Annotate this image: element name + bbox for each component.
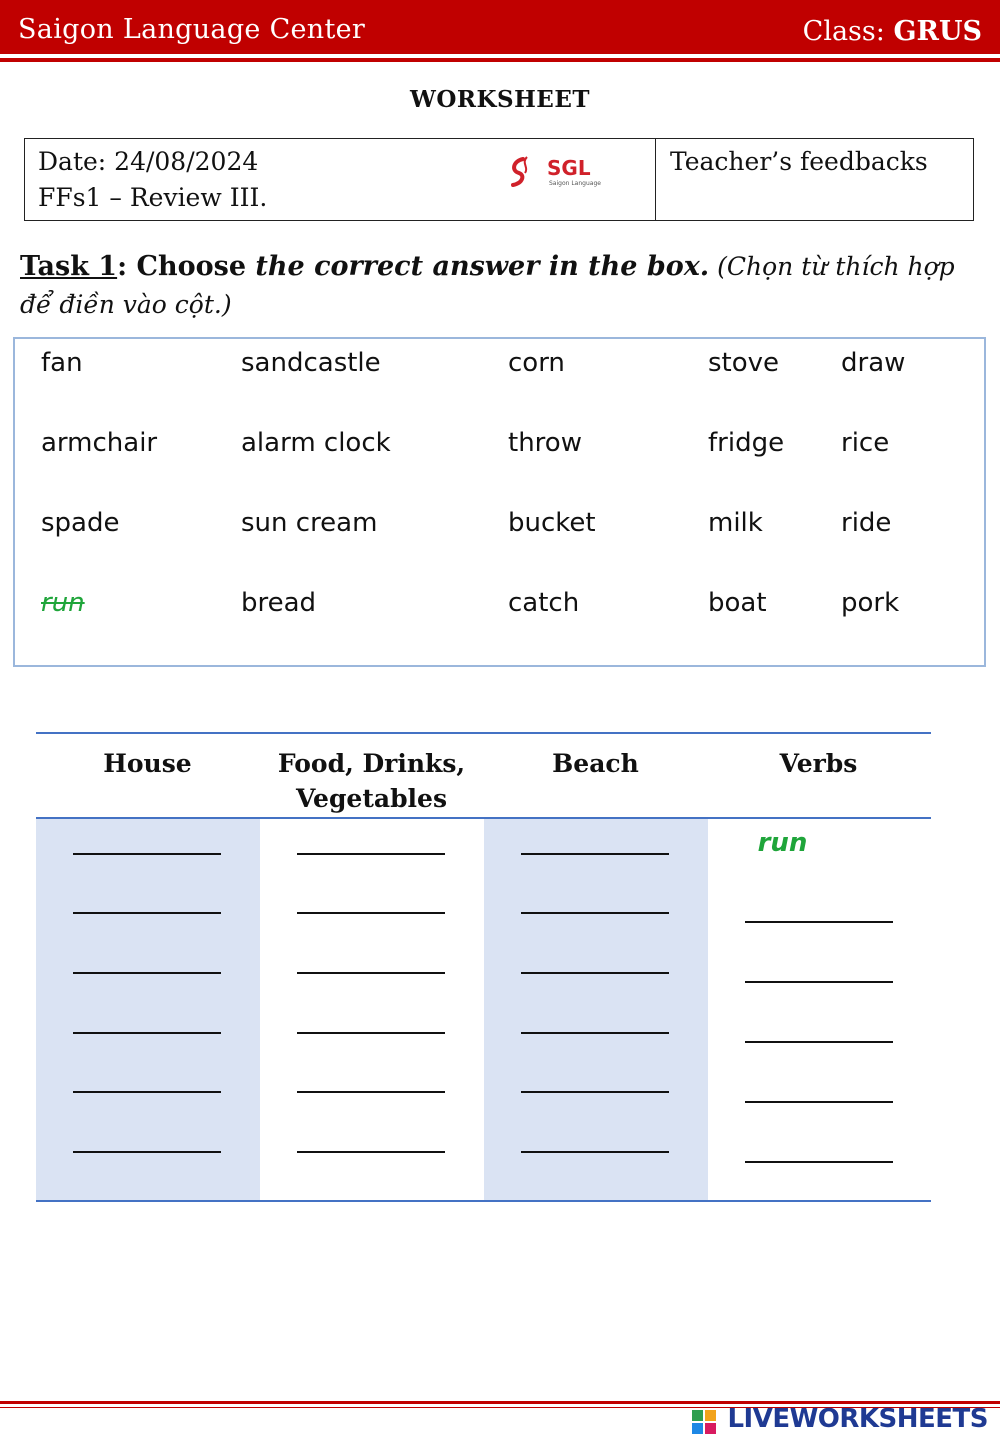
word-bank-item[interactable]: armchair <box>41 428 158 458</box>
word-bank-item[interactable]: boat <box>708 588 767 618</box>
task-number: Task 1 <box>20 251 118 282</box>
word-bank-item[interactable]: fan <box>41 348 83 378</box>
word-bank-item[interactable]: alarm clock <box>241 428 391 458</box>
liveworksheets-brand: LIVEWORKSHEETS <box>727 1404 988 1434</box>
liveworksheets-logo-icon <box>691 1409 717 1435</box>
answer-blank[interactable] <box>297 853 445 855</box>
word-bank-item[interactable]: rice <box>841 428 890 458</box>
word-bank-item[interactable]: ride <box>841 508 892 538</box>
word-bank-item[interactable]: pork <box>841 588 900 618</box>
task-vietnamese: (Chọn từ thích hợp để điền vào cột.) <box>20 252 955 319</box>
word-bank-item[interactable]: spade <box>41 508 120 538</box>
answer-blank[interactable] <box>521 1032 669 1034</box>
word-bank-item[interactable]: draw <box>841 348 906 378</box>
task-instruction: Choose <box>136 251 256 282</box>
logo-subtext: Saigon Language <box>549 180 601 187</box>
answer-blank[interactable] <box>73 1151 221 1153</box>
answer-blank[interactable] <box>745 921 893 923</box>
word-bank-item[interactable]: fridge <box>708 428 785 458</box>
answer-blank[interactable] <box>297 1032 445 1034</box>
class-prefix: Class: <box>802 16 894 47</box>
answer-blank[interactable] <box>73 1091 221 1093</box>
header-rule <box>0 58 1000 62</box>
answer-blank[interactable] <box>297 1151 445 1153</box>
class-label <box>803 16 982 47</box>
task-heading <box>20 248 980 324</box>
word-bank-item[interactable]: throw <box>508 428 582 458</box>
answer-blank[interactable] <box>521 1151 669 1153</box>
word-bank-item[interactable]: bread <box>241 588 317 618</box>
answer-blank[interactable] <box>521 972 669 974</box>
word-bank-item-struck: run <box>41 588 85 618</box>
date-text: Date: 24/08/2024 <box>38 147 259 176</box>
answer-blank[interactable] <box>297 972 445 974</box>
column-header-food: Food, Drinks, Vegetables <box>277 749 466 813</box>
category-table <box>36 732 931 1202</box>
info-left-cell <box>25 139 656 220</box>
header-bar <box>0 0 1000 54</box>
column-shade-house <box>36 819 260 1200</box>
word-bank-item[interactable]: corn <box>508 348 565 378</box>
answer-blank[interactable] <box>521 853 669 855</box>
answer-blank[interactable] <box>73 853 221 855</box>
word-bank-item[interactable]: sun cream <box>241 508 378 538</box>
word-bank-item[interactable]: stove <box>708 348 780 378</box>
answer-blank[interactable] <box>745 1161 893 1163</box>
worksheet-title: WORKSHEET <box>410 86 590 113</box>
task-emphasis: the correct answer in the box. <box>255 251 710 282</box>
answer-blank[interactable] <box>73 912 221 914</box>
answer-blank[interactable] <box>73 1032 221 1034</box>
column-header-verbs: Verbs <box>779 749 858 778</box>
sgl-logo <box>509 153 609 189</box>
word-bank-item[interactable]: bucket <box>508 508 596 538</box>
column-header-house: House <box>103 749 192 778</box>
table-header-row <box>36 734 931 819</box>
answer-blank[interactable] <box>73 972 221 974</box>
word-bank-item[interactable]: milk <box>708 508 763 538</box>
center-name: Saigon Language Center <box>18 14 366 45</box>
teacher-feedback-label: Teacher’s feedbacks <box>670 147 928 176</box>
info-box <box>24 138 974 221</box>
word-bank-item[interactable]: sandcastle <box>241 348 381 378</box>
column-header-beach: Beach <box>552 749 639 778</box>
answer-blank[interactable] <box>745 1101 893 1103</box>
filled-answer: run <box>757 828 808 858</box>
word-bank-box <box>13 337 986 667</box>
answer-blank[interactable] <box>297 912 445 914</box>
lesson-text: FFs1 – Review III. <box>38 183 268 212</box>
task-colon: : <box>117 251 137 282</box>
logo-text: SGL <box>547 156 591 180</box>
class-name: GRUS <box>893 16 982 47</box>
answer-blank[interactable] <box>521 1091 669 1093</box>
answer-blank[interactable] <box>297 1091 445 1093</box>
answer-blank[interactable] <box>521 912 669 914</box>
answer-blank[interactable] <box>745 1041 893 1043</box>
word-bank-item[interactable]: catch <box>508 588 580 618</box>
column-shade-beach <box>484 819 708 1200</box>
answer-blank[interactable] <box>745 981 893 983</box>
